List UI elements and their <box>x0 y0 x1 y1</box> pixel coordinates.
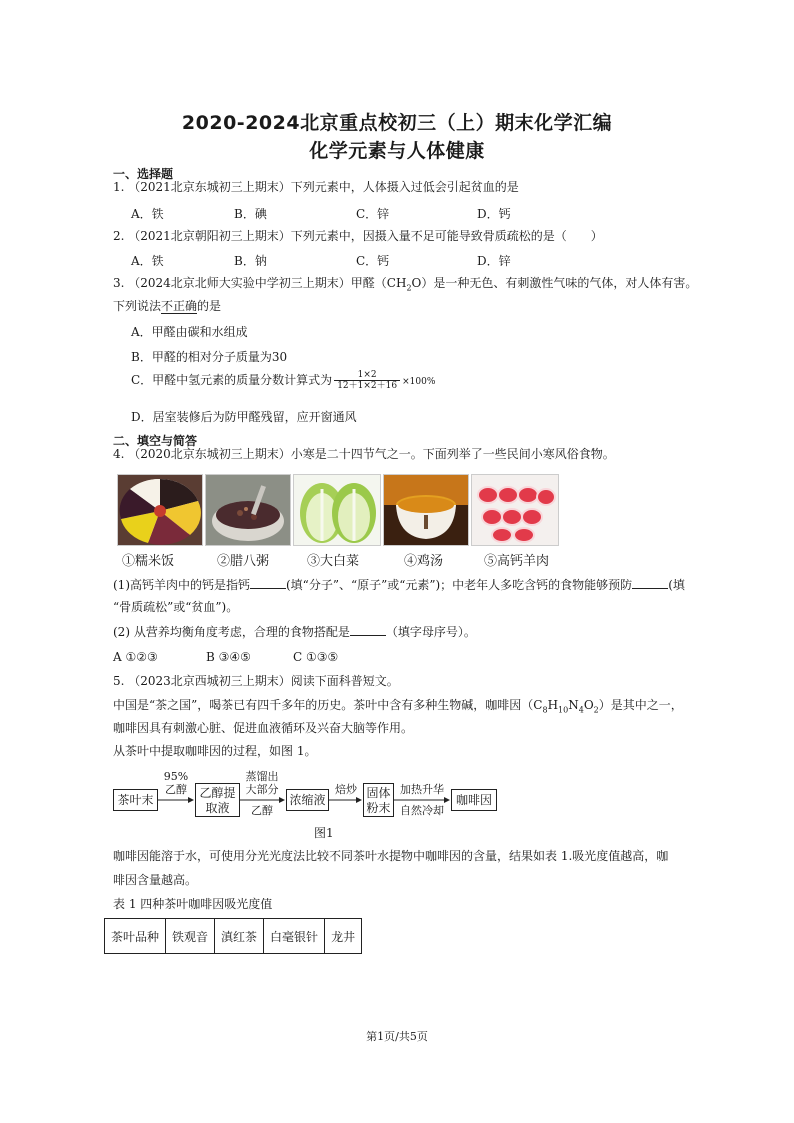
mass-fraction-formula: $\frac{1\times 2}{12+1\times 2+16}$ <box>334 370 400 391</box>
section-title-choice: 一、选择题 <box>113 167 174 181</box>
q3-option-c: C．甲醛中氢元素的质量分数计算式为 $\frac{1\times 2}{12+1\times 2+16}$ ×100% <box>131 370 436 391</box>
flow-label-ethanol-out: 乙醇 <box>251 804 273 817</box>
q4-stem: 4. （2020北京东城初三上期末）小寒是二十四节气之一。下面列举了一些民间小寒风俗食物。 <box>113 447 615 461</box>
q3-stem: 3. （2024北京北师大实验中学初三上期末）甲醛$(CH_2O)$是一种无色、有刺激性气味的气体，对人体有害。 <box>113 276 698 293</box>
q2-option-b: B．钠 <box>234 254 267 268</box>
caption-laba-porridge: ②腊八粥 <box>217 554 270 569</box>
flow-label-distill: 蒸馏出 大部分 <box>245 770 279 796</box>
flow-box-concentrate: 浓缩液 <box>286 789 329 811</box>
q1-stem: 1. （2021北京东城初三上期末）下列元素中，人体摄入过低会引起贫血的是 <box>113 180 519 194</box>
table-header-cell: 滇红茶 <box>215 919 264 954</box>
q4-part1-line2: “骨质疏松”或“贫血”)。 <box>113 600 239 614</box>
table-header-cell: 茶叶品种 <box>105 919 166 954</box>
caption-lamb: ⑤高钙羊肉 <box>484 554 550 569</box>
flow-label-sublimation: 加热升华 <box>400 783 444 796</box>
flow-label-ethanol: 95% 乙醇 <box>163 770 189 796</box>
flow-box-solid-powder: 固体 粉末 <box>363 783 394 817</box>
q4-option-a: A ①②③ <box>113 650 158 664</box>
q4-option-c: C ①③⑤ <box>293 650 339 664</box>
table-title: 表 1 四种茶叶咖啡因吸光度值 <box>113 897 273 911</box>
q3-option-b: B．甲醛的相对分子质量为30 <box>131 350 288 364</box>
q5-para2: 从茶叶中提取咖啡因的过程，如图 1。 <box>113 744 317 758</box>
q5-para3: 咖啡因能溶于水，可使用分光光度法比较不同茶叶水提物中咖啡因的含量，结果如表 1.吸光度值越高，咖 <box>113 849 669 863</box>
q5-para1: 中国是“茶之国”，喝茶已有四千多年的历史。茶叶中含有多种生物碱，咖啡因$(C_8H_{10}N_4O_2)$是其中之一， <box>113 698 683 715</box>
caffeine-table <box>104 918 362 954</box>
flow-label-roast: 焙炒 <box>335 783 357 796</box>
q2-option-a: A．铁 <box>131 254 164 268</box>
table-header-cell: 白毫银针 <box>264 919 325 954</box>
section-title-fill: 二、填空与简答 <box>113 434 198 448</box>
q5-para1-line2: 咖啡因具有刺激心脏、促进血液循环及兴奋大脑等作用。 <box>113 721 414 735</box>
q4-option-b: B ③④⑤ <box>206 650 251 664</box>
q2-stem: 2. （2021北京朝阳初三上期末）下列元素中，因摄入量不足可能导致骨质疏松的是（ ） <box>113 229 603 243</box>
caption-glutinous-rice: ①糯米饭 <box>122 554 175 569</box>
q2-option-c: C．钙 <box>356 254 390 268</box>
table-header-cell: 龙井 <box>325 919 362 954</box>
caption-cabbage: ③大白菜 <box>307 554 360 569</box>
flow-label-cooling: 自然冷却 <box>400 804 444 817</box>
q3-option-a: A．甲醛由碳和水组成 <box>131 325 248 339</box>
table-header-cell: 铁观音 <box>166 919 215 954</box>
q5-stem: 5. （2023北京西城初三上期末）阅读下面科普短文。 <box>113 674 399 688</box>
page-subtitle: 化学元素与人体健康 <box>309 140 485 162</box>
q1-option-b: B．碘 <box>234 207 267 221</box>
q3-emphasis-not: 不正确 <box>161 299 198 313</box>
q1-option-a: A．铁 <box>131 207 164 221</box>
q2-option-d: D．锌 <box>477 254 511 268</box>
page-number: 第1页/共5页 <box>366 1030 428 1043</box>
q1-option-c: C．锌 <box>356 207 390 221</box>
q4-part2: (2) 从营养均衡角度考虑，合理的食物搭配是 （填字母序号）。 <box>113 625 476 639</box>
flow-box-ethanol-extract: 乙醇提 取液 <box>195 783 240 817</box>
table-row <box>105 919 362 954</box>
q4-part1: (1)高钙羊肉中的钙是指钙 (填“分子”、“原子”或“元素”)；中老年人多吃含钙的食物能够预防 (填 <box>113 578 685 592</box>
q3-stem-line2: 下列说法不正确的是 <box>113 299 222 313</box>
figure-caption: 图1 <box>314 826 334 840</box>
q1-option-d: D．钙 <box>477 207 511 221</box>
q3-option-d: D．居室装修后为防甲醛残留，应开窗通风 <box>131 410 357 424</box>
q5-para3-line2: 啡因含量越高。 <box>113 873 198 887</box>
flow-box-tea-powder: 茶叶末 <box>113 789 158 811</box>
caption-chicken-soup: ④鸡汤 <box>404 554 444 569</box>
page-title: 2020-2024北京重点校初三（上）期末化学汇编 <box>181 112 613 134</box>
flow-box-caffeine: 咖啡因 <box>451 789 497 811</box>
